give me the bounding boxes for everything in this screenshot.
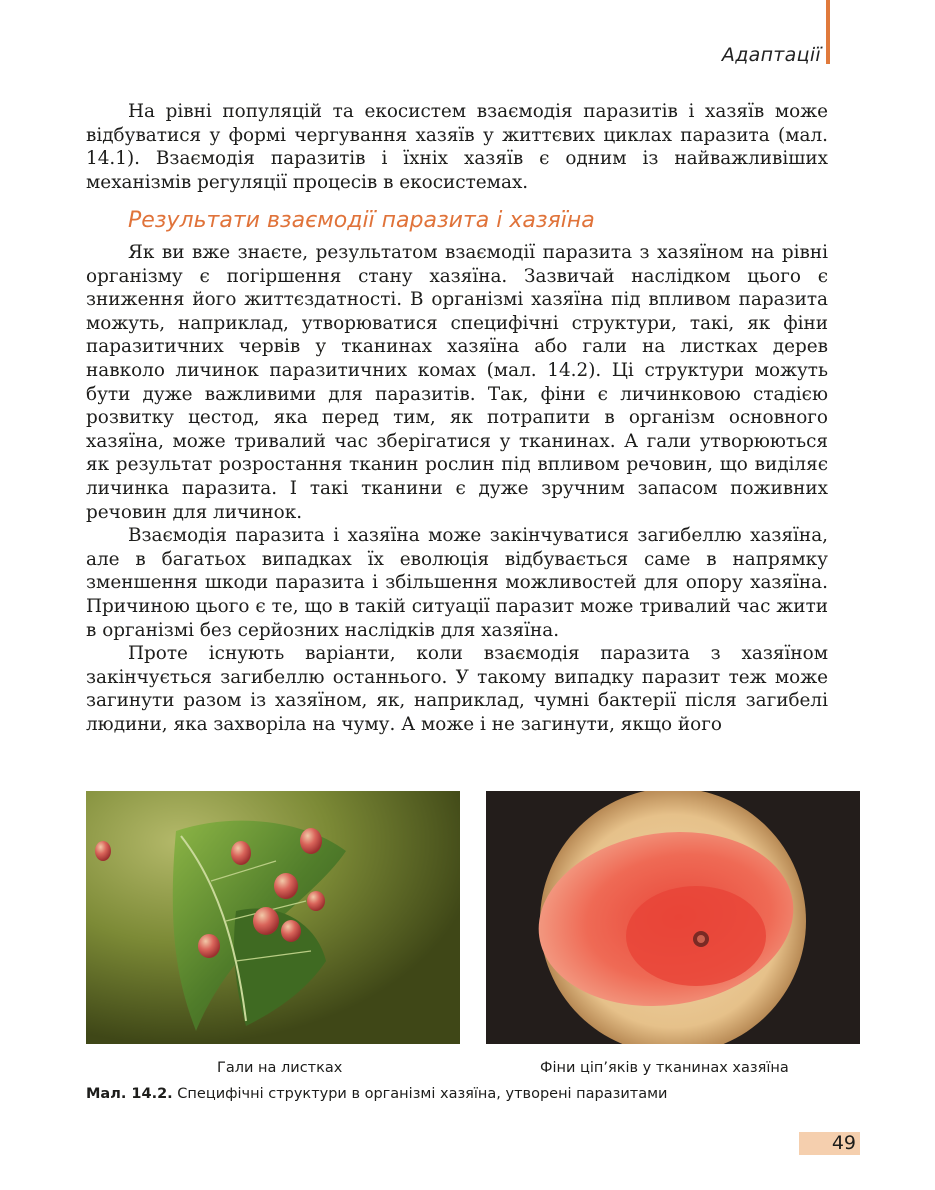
leaf-galls-photo [86,791,460,1044]
page-number: 49 [799,1132,860,1155]
section-title: Адаптації [721,44,821,66]
photo-caption-left: Гали на листках [217,1060,343,1076]
subheading: Результати взаємодії паразита і хазяїна [128,208,595,233]
figure-caption [86,1086,667,1102]
photo-caption-right: Фіни ціп’яків у тканинах хазяїна [540,1060,789,1076]
header-accent-rule [826,0,830,64]
figure-label: Мал. 14.2. [86,1086,173,1102]
body-text [86,241,828,736]
paragraph-2: Взаємодія паразита і хазяїна може закінчуватися загибеллю хазяїна, але в багатьох випадках їх еволюція відбувається саме в напрямку зменшення шкоди паразита і збільшення можливостей для опору хазяїна. Причиною цього є те, що в такій ситуації паразит може тривалий час жити в організмі без серйозних наслідків для хазяїна. [86,525,828,641]
figure-caption-text: Специфічні структури в організмі хазяїна, утворені паразитами [172,1086,668,1102]
intro-paragraph: На рівні популяцій та екосистем взаємодія паразитів і хазяїв може відбуватися у формі чергування хазяїв у життєвих циклах паразита (мал. 14.1). Взаємодія паразитів і їхніх хазяїв є одним із найважливіших механізмів регуляції процесів в екосистемах. [86,101,828,193]
intro-text [86,100,828,194]
paragraph-3: Проте існують варіанти, коли взаємодія паразита з хазяїном закінчується загибеллю останнього. У такому випадку паразит теж може загинути разом із хазяїном, як, наприклад, чумні бактерії після загибелі людини, яка захворіла на чуму. А може і не загинути, якщо його [86,643,828,735]
paragraph-1: Як ви вже знаєте, результатом взаємодії паразита з хазяїном на рівні організму є погіршення стану хазяїна. Зазвичай наслідком цього є зниження його життєздатності. В організмі хазяїна під впливом паразита можуть, наприклад, утворюватися специфічні структури, такі, як фіни паразитичних червів у тканинах хазяїна або гали на листках дерев навколо личинок паразитичних комах (мал. 14.2). Ці структури можуть бути дуже важливими для паразитів. Так, фіни є личинковою стадією розвитку цестод, яка перед тим, як потрапити в організм основного хазяїна, може тривалий час зберігатися у тканинах. А гали утворюються як результат розростання тканин рослин під впливом речовин, що виділяє личинка паразита. І такі тканини є дуже зручним запасом поживних речовин для личинок. [86,242,828,523]
tapeworm-cyst-photo [486,791,860,1044]
